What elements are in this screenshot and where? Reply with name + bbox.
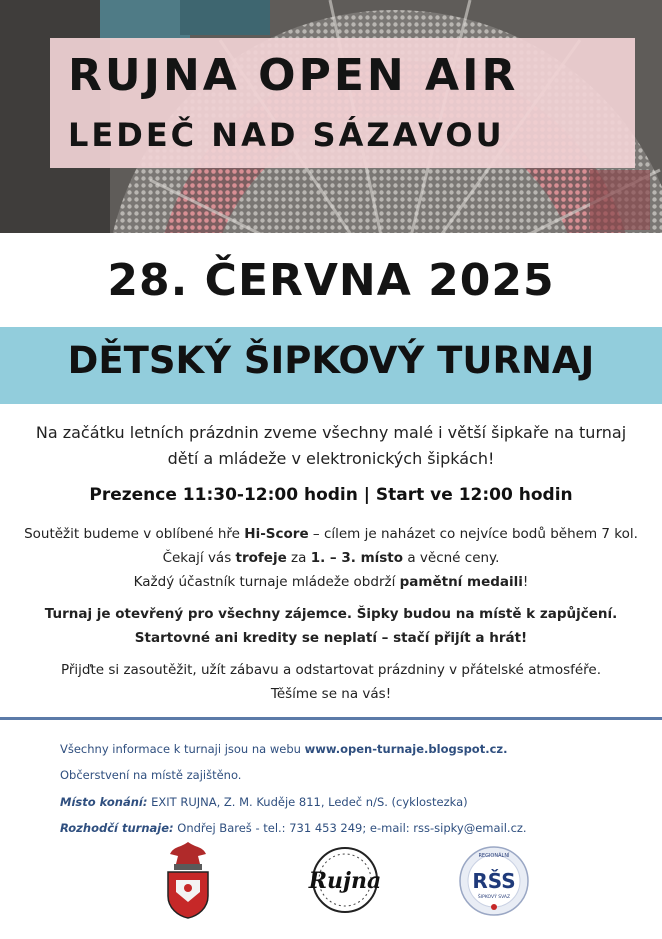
rujna-logo	[300, 845, 390, 919]
open-line: Turnaj je otevřený pro všechny zájemce. Šipky budou na místě k zapůjčení.	[44, 606, 618, 622]
game-line: Soutěžit budeme v oblíbené hře Hi-Score – cílem je naházet co nejvíce bodů během 7 kol.	[24, 526, 638, 542]
closing-line-2: Těšíme se na vás!	[270, 686, 392, 702]
intro-line-2: dětí a mládeže v elektronických šipkách!	[167, 449, 495, 468]
poster-subtitle-location: LEDEČ NAD SÁZAVOU	[68, 116, 505, 154]
medal-line: Každý účastník turnaje mládeže obdrží pamětní medaili!	[133, 574, 529, 590]
intro-line-1: Na začátku letních prázdnin zveme všechny malé i větší šipkaře na turnaj	[35, 423, 627, 442]
venue-info: Místo konání: EXIT RUJNA, Z. M. Kuděje 811, Ledeč n/S. (cyklostezka)	[60, 795, 468, 809]
referee-info: Rozhodčí turnaje: Ondřej Bareš - tel.: 731 453 249; e-mail: rss-sipky@email.cz.	[60, 821, 527, 835]
prize-line: Čekají vás trofeje za 1. – 3. místo a věcné ceny.	[162, 550, 500, 566]
web-info: Všechny informace k turnaji jsou na webu www.open-turnaje.blogspot.cz.	[60, 742, 508, 756]
section-divider	[0, 717, 662, 720]
food-info: Občerstvení na místě zajištěno.	[60, 768, 242, 782]
rss-logo	[458, 845, 530, 921]
closing-line-1: Přijďte si zasoutěžit, užít zábavu a odstartovat prázdniny v přátelské atmosféře.	[60, 662, 602, 678]
rss-bottom-text: ŠIPKOVÝ SVAZ	[477, 895, 511, 900]
schedule-times: Prezence 11:30-12:00 hodin | Start ve 12:00 hodin	[89, 485, 573, 505]
open-info	[8, 602, 654, 650]
intro-text	[20, 420, 642, 472]
hero-dartboard-image	[0, 0, 662, 233]
event-name: DĚTSKÝ ŠIPKOVÝ TURNAJ	[67, 339, 595, 382]
game-info	[8, 522, 654, 594]
closing-text	[8, 658, 654, 706]
free-line: Startovné ani kredity se neplatí – stačí přijít a hrát!	[134, 630, 528, 646]
web-link[interactable]: www.open-turnaje.blogspot.cz.	[304, 742, 508, 756]
rujna-logo-text: Rujna	[308, 868, 382, 894]
town-crest-logo	[160, 840, 216, 924]
rss-top-text: REGIONÁLNÍ	[478, 853, 510, 859]
rss-logo-text: RŠS	[472, 869, 516, 893]
event-date: 28. ČERVNA 2025	[107, 255, 555, 306]
poster-title: RUJNA OPEN AIR	[68, 50, 519, 101]
